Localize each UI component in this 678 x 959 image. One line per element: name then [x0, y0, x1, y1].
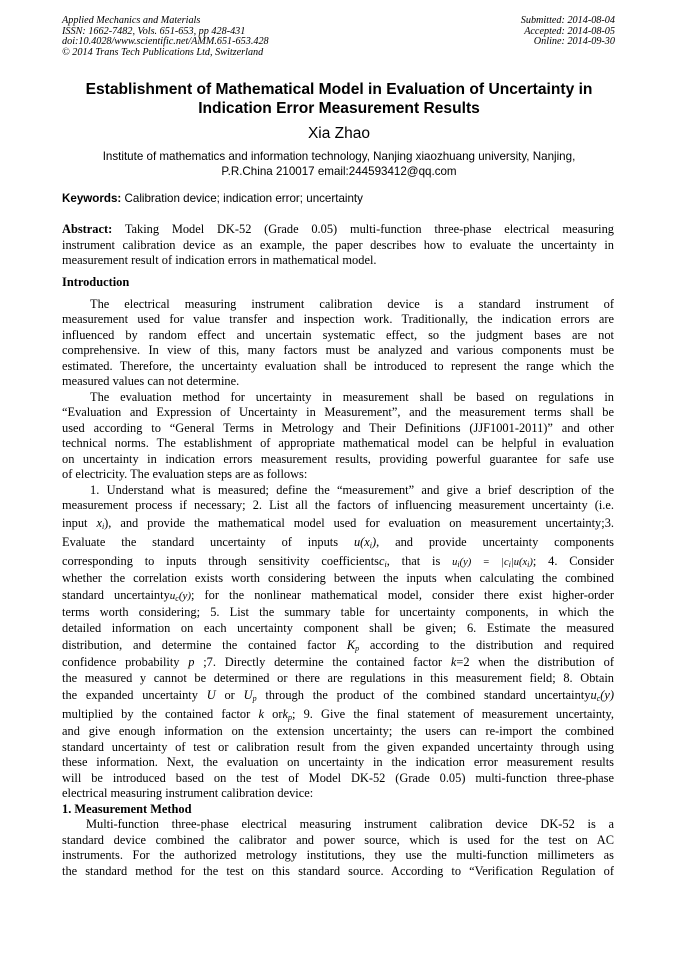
steps-line: the measured y cannot be determined or there are regulations in this measurement field; 8. Obtain [62, 670, 614, 685]
math-u: u [590, 688, 597, 702]
steps-text: or [224, 688, 235, 702]
math-uc-y [170, 590, 191, 602]
steps-text: ;7. Directly determine the contained factor [203, 655, 443, 669]
abstract-line: Taking Model DK-52 (Grade 0.05) multi-function three-phase electrical measuring [124, 222, 615, 236]
affiliation [60, 150, 618, 179]
math-K: K [346, 638, 356, 652]
steps-text: , that is [386, 553, 441, 568]
math-uc-y [590, 688, 614, 702]
journal-doi: doi:10.4028/www.scientific.net/AMM.651-653.428 [62, 36, 269, 48]
steps-line: will be introduced based on the test of Model DK-52 (Grade 0.05) multi-function three-phase [62, 770, 614, 785]
steps-line [62, 533, 614, 552]
math-close: ) [372, 534, 377, 549]
steps-text: input [62, 515, 88, 530]
section1-line: the standard method for the test on this standard source. According to “Verification Regulation of [62, 863, 614, 878]
intro-p2-line: The evaluation method for uncertainty in measurement shall be based on regulations in [90, 389, 614, 404]
steps-line: electrical measuring instrument calibration device: [62, 786, 314, 800]
math-k: k [258, 707, 264, 721]
title-line: Indication Error Measurement Results [198, 100, 480, 117]
steps-text: ), and provide the mathematical model used for evaluation on measurement uncertainty;3. [104, 515, 614, 530]
steps-line: measurement process if necessary; 2. List all the factors of influencing measurement uncertainty (i.e. [62, 498, 614, 512]
math-u: u [169, 590, 176, 602]
steps-line: detailed information on each uncertainty component shall be given; 6. Estimate the measured [62, 620, 614, 635]
submitted-date: Submitted: 2014-08-04 [520, 15, 615, 26]
steps-text: or [272, 707, 283, 721]
math-sub-i: i [508, 559, 511, 569]
steps-line [62, 655, 614, 671]
abstract-line: measurement result of indication errors in mathematical model. [62, 253, 377, 267]
steps-text: according to the distribution and required [369, 638, 614, 652]
math-x: x [364, 534, 370, 549]
intro-p2-line: technical norms. The establishment of appropriate mathematical model can be helpful in evaluation [62, 436, 614, 450]
journal-issn: ISSN: 1662-7482, Vols. 651-653, pp 428-431 [62, 25, 246, 37]
intro-p1-line: measurement used for value transfer and inspection work. Traditionally, the indication errors are [62, 312, 614, 326]
steps-line: and give enough information on the extension uncertainty; the users can re-import the combined [62, 724, 614, 738]
math-sub-c: c [175, 594, 179, 603]
online-date: Online: 2014-09-30 [533, 36, 615, 48]
math-k: k [282, 707, 288, 721]
accepted-date: Accepted: 2014-08-05 [524, 25, 615, 37]
math-u: u( [353, 534, 365, 549]
math-U: U [206, 688, 216, 702]
intro-p2-line: “Evaluation and Expression of Uncertainty in Measurement”, and the measurement terms shall be [62, 405, 614, 419]
math-u: u [452, 556, 458, 568]
intro-p1-line: The electrical measuring instrument calibration device is a standard instrument of [90, 296, 614, 311]
math-x: x [96, 515, 102, 530]
affiliation-line: P.R.China 210017 email:244593412@qq.com [221, 164, 457, 178]
steps-text: ; 9. Give the final statement of measurement uncertainty, [291, 707, 614, 721]
introduction-section [62, 275, 614, 879]
abstract [62, 222, 614, 269]
steps-line: standard uncertainty of test or calibration result from the given expanded uncertainty through using [62, 739, 614, 754]
steps-text: , and provide uncertainty components [376, 534, 614, 549]
math-y: (y) [178, 590, 192, 602]
section1-line: standard device combined the calibrator and power source, which is used for the test on AC [62, 832, 614, 847]
steps-text: standard uncertainty [62, 588, 170, 602]
math-p: p [188, 655, 195, 669]
steps-line [62, 686, 614, 705]
affiliation-line: Institute of mathematics and information technology, Nanjing xiaozhuang university, Nanjing, [102, 150, 576, 163]
math-sub-p: p [287, 713, 292, 722]
keywords [62, 192, 363, 205]
abstract-line: instrument calibration device as an example, the paper describes how to evaluate the uncertainty in [62, 237, 614, 252]
math-ui-formula [452, 557, 533, 568]
abstract-label: Abstract: [62, 222, 113, 236]
steps-text: =2 when the distribution of [456, 655, 614, 669]
math-k: k [450, 655, 457, 669]
math-y: (y) [600, 688, 614, 702]
title-line: Establishment of Mathematical Model in Evaluation of Uncertainty in [85, 81, 593, 98]
steps-line [62, 552, 614, 571]
math-sub-i: i [457, 559, 460, 569]
intro-p2-line: on uncertainty in indication errors measurement results, providing powerful guarantee for safe use [62, 451, 614, 466]
keywords-text: Calibration device; indication error; uncertainty [124, 192, 363, 205]
intro-p2-line: of electricity. The evaluation steps are as follows: [62, 467, 308, 481]
math-u-xi [354, 535, 376, 549]
steps-text: through the product of the combined standard uncertainty [265, 688, 591, 702]
math-sub-i: i [384, 559, 387, 569]
intro-p1-line: influenced by random effect and uncertain systematic effect, so the judgment bases are not [62, 327, 614, 342]
steps-text: multiplied by the contained factor [62, 707, 251, 721]
steps-text: confidence probability [62, 655, 180, 669]
math-sub-i: i [527, 559, 530, 569]
journal-header-left [62, 16, 269, 58]
steps-line [62, 636, 614, 655]
steps-line: terms worth considering; 5. List the summary table for uncertainty components, in which the [62, 605, 614, 619]
paper-title [40, 80, 638, 118]
steps-text: ; 4. Consider [532, 553, 614, 568]
math-U: U [243, 688, 253, 702]
journal-name: Applied Mechanics and Materials [62, 15, 201, 26]
steps-text: ; for the nonlinear mathematical model, consider there exist higher-order [191, 588, 614, 602]
intro-p1-line: comprehensive. In view of this, many factors must be analyzed and various components must be [62, 343, 614, 357]
steps-text: corresponding to inputs through sensitivity coefficients [62, 553, 379, 568]
steps-line [62, 705, 614, 724]
intro-p2-line: used according to “General Terms in Metrology and Their Definitions (JJF1001-2011)” and other [62, 420, 614, 435]
author-name: Xia Zhao [307, 125, 371, 142]
math-part: (y) = |c [459, 556, 509, 568]
math-close: ) [529, 556, 533, 568]
intro-p1-line: measured values can not determine. [62, 374, 240, 388]
steps-line: 1. Understand what is measured; define the “measurement” and give a brief description of the [90, 482, 614, 497]
introduction-heading: Introduction [62, 275, 130, 289]
keywords-label: Keywords: [62, 192, 122, 205]
steps-line [62, 514, 614, 533]
steps-line: these information. Next, the evaluation on uncertainty in the indication error measurement results [62, 755, 614, 769]
math-sub-c: c [596, 694, 601, 703]
journal-copyright: © 2014 Trans Tech Publications Ltd, Switzerland [62, 46, 264, 58]
steps-line: whether the correlation exists worth considering between the inputs when calculating the combined [62, 570, 614, 585]
section1-line: Multi-function three-phase electrical measuring instrument calibration device DK-52 is a [86, 817, 614, 831]
journal-header-right [521, 16, 615, 48]
steps-text: the expanded uncertainty [62, 688, 198, 702]
math-part: |u(x [510, 556, 528, 568]
steps-text: distribution, and determine the contained factor [62, 638, 336, 652]
steps-text: Evaluate the standard uncertainty of inputs [62, 534, 339, 549]
intro-p1-line: estimated. Therefore, the uncertainty evaluation shall be introduced to represent the range which the [62, 358, 614, 373]
math-sub-p: p [252, 694, 257, 703]
steps-line [62, 586, 614, 605]
math-c: c [378, 553, 385, 568]
section1-line: instruments. For the authorized metrology institutions, they use the multi-function millimeters as [62, 848, 614, 862]
section1-heading: 1. Measurement Method [62, 801, 192, 816]
math-sub-i: i [369, 540, 372, 550]
math-sub-i: i [101, 521, 105, 531]
math-sub-p: p [355, 644, 360, 653]
